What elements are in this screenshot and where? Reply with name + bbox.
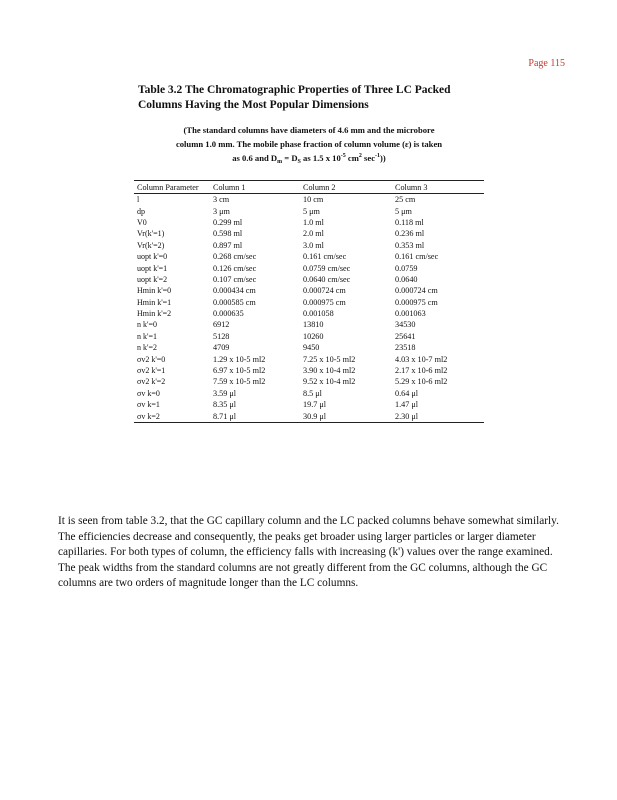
row-parameter-cell: V0 <box>137 217 147 227</box>
row-parameter-cell: uopt k'=0 <box>137 252 168 262</box>
table-cell: 0.118 ml <box>395 217 424 227</box>
table-cell: 9450 <box>303 343 320 353</box>
table-cell: 9.52 x 10-4 ml2 <box>303 377 356 387</box>
row-parameter-cell: uopt k'=1 <box>137 263 168 273</box>
table-cell: 0.107 cm/sec <box>213 274 257 284</box>
table-cell: 5128 <box>213 331 230 341</box>
table-cell: 0.000975 cm <box>395 297 438 307</box>
table-cell: 3.59 μl <box>213 388 237 398</box>
table-cell: 7.59 x 10-5 ml2 <box>213 377 266 387</box>
table-row <box>134 399 484 410</box>
table-cell: 0.0640 <box>395 274 418 284</box>
header-column-1: Column 1 <box>213 183 246 192</box>
table-cell: 2.0 ml <box>303 229 324 239</box>
table-cell: 3.90 x 10-4 ml2 <box>303 366 356 376</box>
table-cell: 5 μm <box>303 206 320 216</box>
header-column-parameter: Column Parameter <box>137 183 199 192</box>
row-parameter-cell: Hmin k'=0 <box>137 286 172 296</box>
table-cell: 0.001058 <box>303 309 334 319</box>
table-row <box>134 353 484 364</box>
table-row <box>134 228 484 239</box>
table-cell: 7.25 x 10-5 ml2 <box>303 354 356 364</box>
table-cell: 2.17 x 10-6 ml2 <box>395 366 448 376</box>
table-row <box>134 297 484 308</box>
table-cell: 0.001063 <box>395 309 426 319</box>
table-cell: 0.000975 cm <box>303 297 346 307</box>
row-parameter-cell: uopt k'=2 <box>137 274 168 284</box>
table-cell: 25 cm <box>395 195 416 205</box>
table-cell: 8.71 μl <box>213 411 237 421</box>
table-cell: 0.000434 cm <box>213 286 256 296</box>
table-row <box>134 410 484 422</box>
table-cell: 0.598 ml <box>213 229 243 239</box>
table-header-row <box>134 181 484 194</box>
table-cell: 5.29 x 10-6 ml2 <box>395 377 448 387</box>
table-row <box>134 376 484 387</box>
row-parameter-cell: σv k=1 <box>137 400 160 410</box>
table-cell: 0.268 cm/sec <box>213 252 257 262</box>
table-cell: 0.000635 <box>213 309 244 319</box>
row-parameter-cell: σv2 k'=1 <box>137 366 166 376</box>
table-row <box>134 194 484 206</box>
header-column-2: Column 2 <box>303 183 336 192</box>
row-parameter-cell: σv k=0 <box>137 388 160 398</box>
table-cell: 0.000724 cm <box>395 286 438 296</box>
row-parameter-cell: Hmin k'=2 <box>137 309 172 319</box>
row-parameter-cell: σv2 k'=0 <box>137 354 166 364</box>
table-cell: 10260 <box>303 331 324 341</box>
table-cell: 0.161 cm/sec <box>395 252 439 262</box>
table-cell: 0.000724 cm <box>303 286 346 296</box>
table-cell: 4.03 x 10-7 ml2 <box>395 354 448 364</box>
table-cell: 13810 <box>303 320 324 330</box>
row-parameter-cell: Hmin k'=1 <box>137 297 172 307</box>
table-cell: 23518 <box>395 343 416 353</box>
table-cell: 1.0 ml <box>303 217 324 227</box>
table-cell: 0.0759 cm/sec <box>303 263 351 273</box>
table-cell: 0.0759 <box>395 263 418 273</box>
table-cell: 3 cm <box>213 195 230 205</box>
table-cell: 6.97 x 10-5 ml2 <box>213 366 266 376</box>
row-parameter-cell: n k'=0 <box>137 320 157 330</box>
table-note-line-1: (The standard columns have diameters of 4.6 mm and the microbore <box>183 125 435 135</box>
table-cell: 8.5 μl <box>303 388 322 398</box>
table-body <box>134 194 484 423</box>
table-cell: 1.29 x 10-5 ml2 <box>213 354 266 364</box>
row-parameter-cell: Vr(k'=1) <box>137 229 165 239</box>
table-cell: 8.35 μl <box>213 400 237 410</box>
table-row <box>134 262 484 273</box>
table-row <box>134 217 484 228</box>
table-note-line-3: as 0.6 and $D_m = D_S$ as 1.5 x $10^{-5}$ $cm^2$ $\sec^{-1}$)) <box>232 153 386 165</box>
table-cell: 0.161 cm/sec <box>303 252 347 262</box>
page-number: Page 115 <box>528 58 565 69</box>
table-cell: 0.64 μl <box>395 388 419 398</box>
table-cell: 1.47 μl <box>395 400 419 410</box>
row-parameter-cell: σv2 k'=2 <box>137 377 166 387</box>
table-cell: 25641 <box>395 331 416 341</box>
table-title: Table 3.2 The Chromatographic Properties of Three LC Packed Columns Having the Most Popular Dimensions <box>138 84 451 111</box>
table-row <box>134 274 484 285</box>
table-row <box>134 308 484 319</box>
table-cell: 0.000585 cm <box>213 297 256 307</box>
table-row <box>134 240 484 251</box>
table-cell: 0.299 ml <box>213 217 243 227</box>
row-parameter-cell: σv k=2 <box>137 411 160 421</box>
table-cell: 0.897 ml <box>213 240 243 250</box>
table-cell: 5 μm <box>395 206 412 216</box>
row-parameter-cell: Vr(k'=2) <box>137 240 165 250</box>
table-row <box>134 205 484 216</box>
body-paragraph: It is seen from table 3.2, that the GC capillary column and the LC packed columns behave somewhat similarly. The efficiencies decrease and consequently, the peaks get broader using larger particles or larger diameter capillaries. For both types of column, the efficiency falls with increasing (k') values over the range examined. The peak widths from the standard columns are not greatly different from the GC columns, although the GC columns are two orders of magnitude longer than the LC columns. <box>58 515 559 590</box>
table-cell: 2.30 μl <box>395 411 419 421</box>
table-row <box>134 342 484 353</box>
table-row <box>134 319 484 330</box>
table-cell: 0.126 cm/sec <box>213 263 257 273</box>
table-row <box>134 285 484 296</box>
table-cell: 0.236 ml <box>395 229 425 239</box>
table-row <box>134 251 484 262</box>
table-cell: 3 μm <box>213 206 230 216</box>
table-row <box>134 331 484 342</box>
table-cell: 34530 <box>395 320 416 330</box>
row-parameter-cell: l <box>137 195 140 205</box>
table-cell: 3.0 ml <box>303 240 324 250</box>
table-cell: 0.353 ml <box>395 240 425 250</box>
table-note <box>134 123 484 165</box>
properties-table <box>134 180 484 423</box>
row-parameter-cell: n k'=2 <box>137 343 157 353</box>
table-cell: 10 cm <box>303 195 324 205</box>
header-column-3: Column 3 <box>395 183 428 192</box>
row-parameter-cell: n k'=1 <box>137 331 157 341</box>
table-cell: 19.7 μl <box>303 400 327 410</box>
row-parameter-cell: dp <box>137 206 145 216</box>
table-row <box>134 365 484 376</box>
table-cell: 0.0640 cm/sec <box>303 274 351 284</box>
table-cell: 6912 <box>213 320 230 330</box>
table-note-line-2: column 1.0 mm. The mobile phase fraction of column volume (ε) is taken <box>175 139 443 149</box>
table-cell: 30.9 μl <box>303 411 327 421</box>
table-cell: 4709 <box>213 343 230 353</box>
table-row <box>134 388 484 399</box>
